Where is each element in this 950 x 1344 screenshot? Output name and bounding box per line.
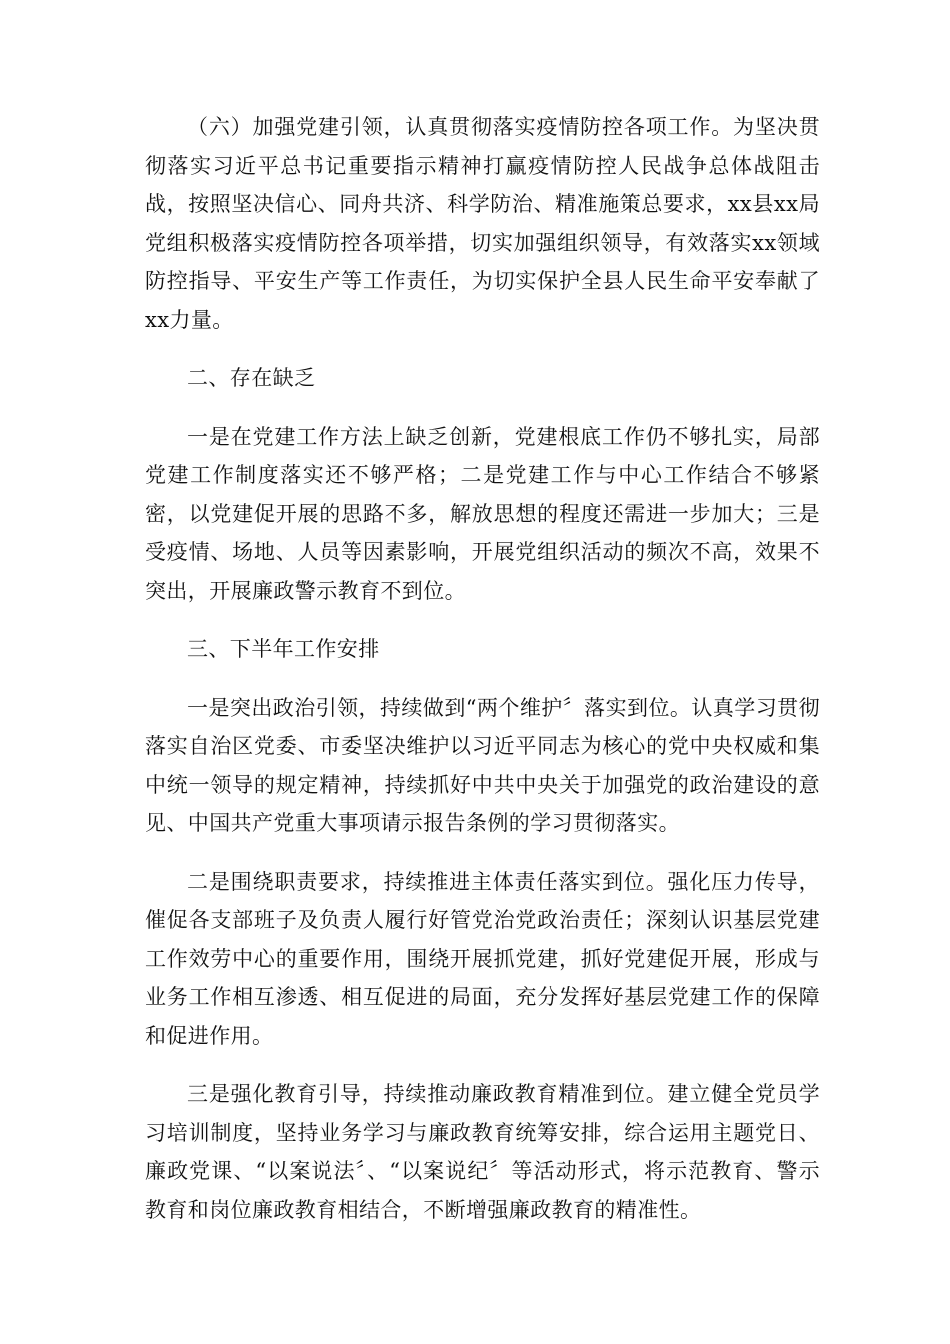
paragraph-plan-responsibility: 二是围绕职责要求，持续推进主体责任落实到位。强化压力传导，催促各支部班子及负责人履行好管党治党政治责任；深刻认识基层党建工作效劳中心的重要作用，围绕开展抓党建，抓好党建促开展，形成与业务工作相互渗透、相互促进的局面，充分发挥好基层党建工作的保障和促进作用。 bbox=[145, 869, 820, 1048]
paragraph-plan-political-guidance: 一是突出政治引领，持续做到“两个维护〞落实到位。认真学习贯彻落实自治区党委、市委坚决维护以习近平同志为核心的党中央权威和集中统一领导的规定精神，持续抓好中共中央关于加强党的政治建设的意见、中国共产党重大事项请示报告条例的学习贯彻落实。 bbox=[145, 695, 820, 835]
section-heading-shortcomings: 二、存在缺乏 bbox=[187, 366, 316, 390]
paragraph-shortcomings: 一是在党建工作方法上缺乏创新，党建根底工作仍不够扎实，局部党建工作制度落实还不够严格；二是党建工作与中心工作结合不够紧密，以党建促开展的思路不多，解放思想的程度还需进一步加大；三是受疫情、场地、人员等因素影响，开展党组织活动的频次不高，效果不突出，开展廉政警示教育不到位。 bbox=[145, 424, 820, 603]
paragraph-party-building-epidemic: （六）加强党建引领，认真贯彻落实疫情防控各项工作。为坚决贯彻落实习近平总书记重要指示精神打赢疫情防控人民战争总体战阻击战，按照坚决信心、同舟共济、科学防治、精准施策总要求，xx县xx局党组积极落实疫情防控各项举措，切实加强组织领导，有效落实xx领域防控指导、平安生产等工作责任，为切实保护全县人民生命平安奉献了xx力量。 bbox=[145, 115, 820, 332]
section-heading-second-half-plan: 三、下半年工作安排 bbox=[187, 637, 380, 661]
paragraph-plan-education: 三是强化教育引导，持续推动廉政教育精准到位。建立健全党员学习培训制度，坚持业务学习与廉政教育统筹安排，综合运用主题党日、廉政党课、“以案说法〞、“以案说纪〞等活动形式，将示范教育、警示教育和岗位廉政教育相结合，不断增强廉政教育的精准性。 bbox=[145, 1082, 820, 1222]
document-page bbox=[145, 108, 820, 1249]
